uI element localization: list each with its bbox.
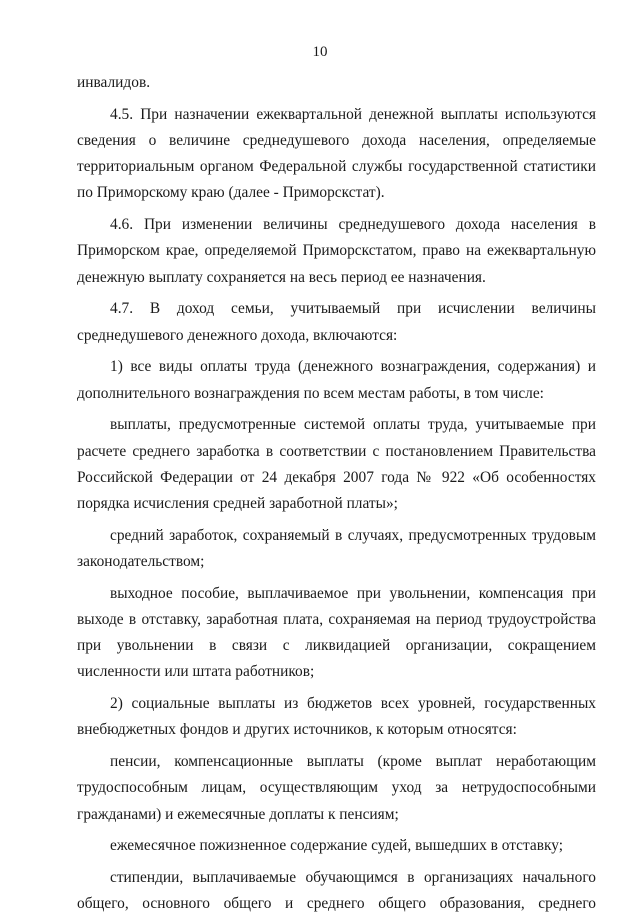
paragraph-item-2: 2) социальные выплаты из бюджетов всех уровней, государственных внебюджетных фондов и других источников, к которым относятся:: [77, 695, 596, 739]
paragraph-4-5: 4.5. При назначении ежеквартальной денежной выплаты используются сведения о величине среднедушевого дохода населения, определяемые территориальным органом Федеральной службы государственной статистики по Приморскому краю (далее - Приморскстат).: [77, 105, 596, 202]
paragraph-pensions: пенсии, компенсационные выплаты (кроме выплат неработающим трудоспособным лицам, осуществляющим уход за нетрудоспособными гражданами) и ежемесячные доплаты к пенсиям;: [77, 753, 596, 823]
document-body: [77, 70, 596, 923]
page-number: 10: [312, 44, 328, 60]
paragraph-continuation: инвалидов.: [77, 74, 151, 91]
paragraph-item-1: 1) все виды оплаты труда (денежного вознаграждения, содержания) и дополнительного вознаграждения по всем местам работы, в том числе:: [77, 358, 596, 402]
paragraph-judges-allowance: ежемесячное пожизненное содержание судей, вышедших в отставку;: [110, 837, 564, 855]
paragraph-scholarships: стипендии, выплачиваемые обучающимся в организациях начального общего, основного общего и среднего общего образования, среднего: [77, 869, 596, 913]
paragraph-4-7: 4.7. В доход семьи, учитываемый при исчислении величины среднедушевого денежного дохода, включаются:: [77, 300, 596, 344]
paragraph-severance-pay: выходное пособие, выплачиваемое при увольнении, компенсация при выходе в отставку, заработная плата, сохраняемая на период трудоустройства при увольнении в связи с ликвидацией организации, сокращением численности или штата работников;: [77, 584, 596, 681]
paragraph-average-earnings: средний заработок, сохраняемый в случаях, предусмотренных трудовым законодательством;: [77, 526, 596, 571]
paragraph-4-6: 4.6. При изменении величины среднедушевого дохода населения в Приморском крае, определяемой Приморскстатом, право на ежеквартальную денежную выплату сохраняется на весь период ее назначения.: [77, 216, 596, 286]
paragraph-payments-system: выплаты, предусмотренные системой оплаты труда, учитываемые при расчете среднего заработка в соответствии с постановлением Правительства Российской Федерации от 24 декабря 2007 года № 922 «Об особенностях порядка исчисления средней заработной платы»;: [77, 416, 596, 513]
